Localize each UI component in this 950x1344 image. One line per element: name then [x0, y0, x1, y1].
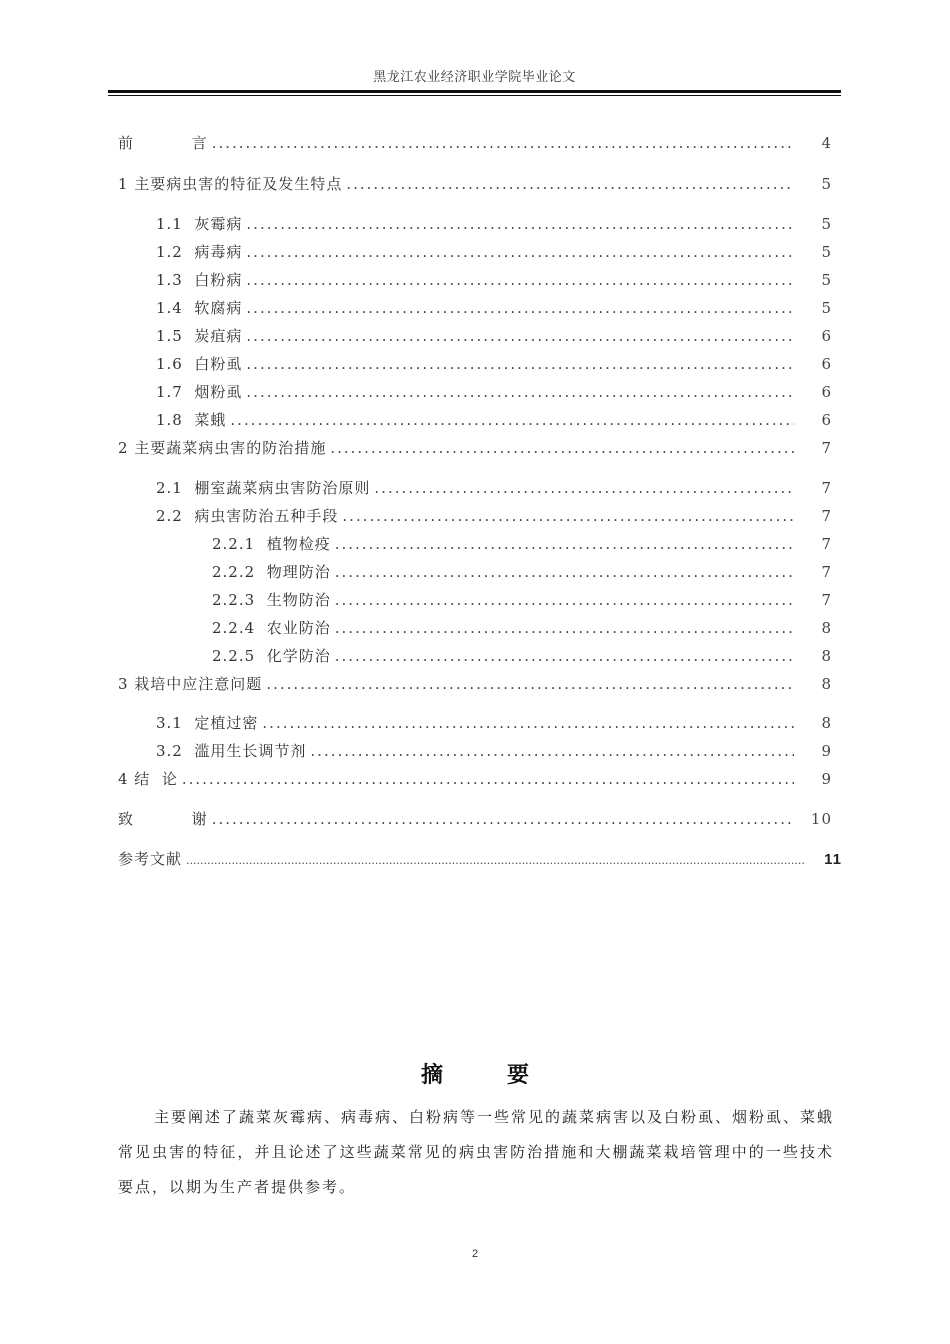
toc-entry-label: 3 栽培中应注意问题	[118, 675, 263, 693]
toc-leader-dots	[246, 299, 794, 317]
toc-entry[interactable]	[156, 353, 832, 374]
toc-leader-dots	[186, 854, 804, 867]
toc-entry-label: 2.2.5 化学防治	[212, 647, 331, 665]
toc-leader-dots	[230, 411, 794, 429]
toc-entry-label: 3.1 定植过密	[156, 714, 259, 732]
toc-entry-label: 2.2.1 植物检疫	[212, 535, 331, 553]
toc-leader-dots	[330, 439, 794, 457]
toc-leader-dots	[310, 742, 794, 760]
toc-entry[interactable]	[118, 173, 832, 194]
toc-entry[interactable]	[118, 673, 832, 694]
toc-leader-dots	[335, 591, 794, 609]
toc-entry-page: 6	[821, 383, 832, 401]
toc-entry-page: 7	[821, 479, 832, 497]
toc-entry[interactable]	[156, 477, 832, 498]
toc-entry-page: 5	[821, 175, 832, 193]
toc-entry[interactable]	[118, 808, 832, 829]
toc-entry-label: 2.2.2 物理防治	[212, 563, 331, 581]
toc-entry[interactable]	[212, 645, 832, 666]
header-rule-thick	[108, 90, 841, 93]
running-header: 黑龙江农业经济职业学院毕业论文	[373, 70, 576, 85]
toc-entry-page: 5	[821, 215, 832, 233]
toc-leader-dots	[246, 243, 794, 261]
toc-leader-dots	[246, 215, 794, 233]
toc-entry-page: 7	[821, 591, 832, 609]
toc-entry-page: 8	[821, 714, 832, 732]
toc-entry-label: 1.6 白粉虱	[156, 355, 243, 373]
abstract-heading: 摘要	[420, 1063, 593, 1088]
toc-entry-page: 9	[821, 742, 832, 760]
toc-entry-page: 6	[821, 327, 832, 345]
toc-leader-dots	[212, 134, 794, 152]
toc-leader-dots	[212, 810, 794, 828]
toc-entry-page: 5	[821, 271, 832, 289]
toc-entry-label: 1.7 烟粉虱	[156, 383, 243, 401]
toc-entry-label: 1 主要病虫害的特征及发生特点	[118, 175, 343, 193]
toc-entry[interactable]	[212, 561, 832, 582]
toc-entry-label: 2.1 棚室蔬菜病虫害防治原则	[156, 479, 371, 497]
toc-entry-page: 7	[821, 535, 832, 553]
toc-entry-page: 8	[821, 619, 832, 637]
toc-entry-label: 参考文献	[118, 850, 183, 868]
toc-entry-page: 7	[821, 507, 832, 525]
toc-entry-page: 5	[821, 299, 832, 317]
toc-leader-dots	[246, 327, 794, 345]
toc-leader-dots	[342, 507, 794, 525]
toc-entry-page: 6	[821, 411, 832, 429]
toc-entry[interactable]	[118, 437, 832, 458]
toc-entry[interactable]	[156, 297, 832, 318]
toc-entry-page: 5	[821, 243, 832, 261]
toc-leader-dots	[246, 271, 794, 289]
toc-entry[interactable]	[156, 740, 832, 761]
toc-entry[interactable]	[156, 381, 832, 402]
toc-entry[interactable]	[156, 505, 832, 526]
toc-entry-page: 7	[821, 563, 832, 581]
toc-leader-dots	[335, 647, 794, 665]
toc-leader-dots	[374, 479, 794, 497]
toc-entry[interactable]	[118, 848, 842, 869]
toc-leader-dots	[262, 714, 794, 732]
toc-entry[interactable]	[156, 213, 832, 234]
toc-leader-dots	[346, 175, 794, 193]
toc-entry-label: 2.2 病虫害防治五种手段	[156, 507, 339, 525]
toc-leader-dots	[266, 675, 794, 693]
toc-entry-label: 1.2 病毒病	[156, 243, 243, 261]
page-number: 2	[471, 1248, 479, 1260]
toc-entry-label: 1.5 炭疽病	[156, 327, 243, 345]
toc-leader-dots	[335, 535, 794, 553]
toc-entry-label: 致 谢	[118, 810, 208, 828]
toc-entry[interactable]	[118, 768, 832, 789]
toc-entry-page: 7	[821, 439, 832, 457]
toc-entry-page: 6	[821, 355, 832, 373]
toc-entry[interactable]	[212, 533, 832, 554]
toc-entry-page: 8	[821, 647, 832, 665]
toc-entry-page: 11	[824, 851, 842, 868]
toc-entry[interactable]	[156, 241, 832, 262]
toc-entry[interactable]	[156, 269, 832, 290]
toc-leader-dots	[182, 770, 794, 788]
toc-entry-page: 4	[821, 134, 832, 152]
toc-entry[interactable]	[156, 712, 832, 733]
toc-entry[interactable]	[156, 325, 832, 346]
toc-entry[interactable]	[212, 617, 832, 638]
toc-entry-label: 1.3 白粉病	[156, 271, 243, 289]
toc-leader-dots	[246, 383, 794, 401]
toc-entry-label: 前 言	[118, 134, 208, 152]
toc-entry[interactable]	[118, 132, 832, 153]
toc-entry[interactable]	[156, 409, 832, 430]
toc-entry-page: 9	[821, 770, 832, 788]
toc-leader-dots	[335, 563, 794, 581]
toc-entry-label: 1.8 菜蛾	[156, 411, 227, 429]
toc-entry-label: 2 主要蔬菜病虫害的防治措施	[118, 439, 327, 457]
toc-entry-page: 8	[821, 675, 832, 693]
header-rule-thin	[108, 95, 841, 96]
toc-leader-dots	[335, 619, 794, 637]
toc-entry-label: 2.2.4 农业防治	[212, 619, 331, 637]
toc-entry-page: 10	[810, 810, 832, 828]
toc-leader-dots	[246, 355, 794, 373]
toc-entry[interactable]	[212, 589, 832, 610]
toc-entry-label: 1.4 软腐病	[156, 299, 243, 317]
abstract-paragraph: 主要阐述了蔬菜灰霉病、病毒病、白粉病等一些常见的蔬菜病害以及白粉虱、烟粉虱、菜蛾常见虫害的特征，并且论述了这些蔬菜常见的病虫害防治措施和大棚蔬菜栽培管理中的一些技术要点，以期为生产者提供参考。	[118, 1108, 835, 1196]
toc-entry-label: 3.2 滥用生长调节剂	[156, 742, 307, 760]
toc-entry-label: 1.1 灰霉病	[156, 215, 243, 233]
toc-entry-label: 2.2.3 生物防治	[212, 591, 331, 609]
toc-entry-label: 4 结 论	[118, 770, 178, 788]
